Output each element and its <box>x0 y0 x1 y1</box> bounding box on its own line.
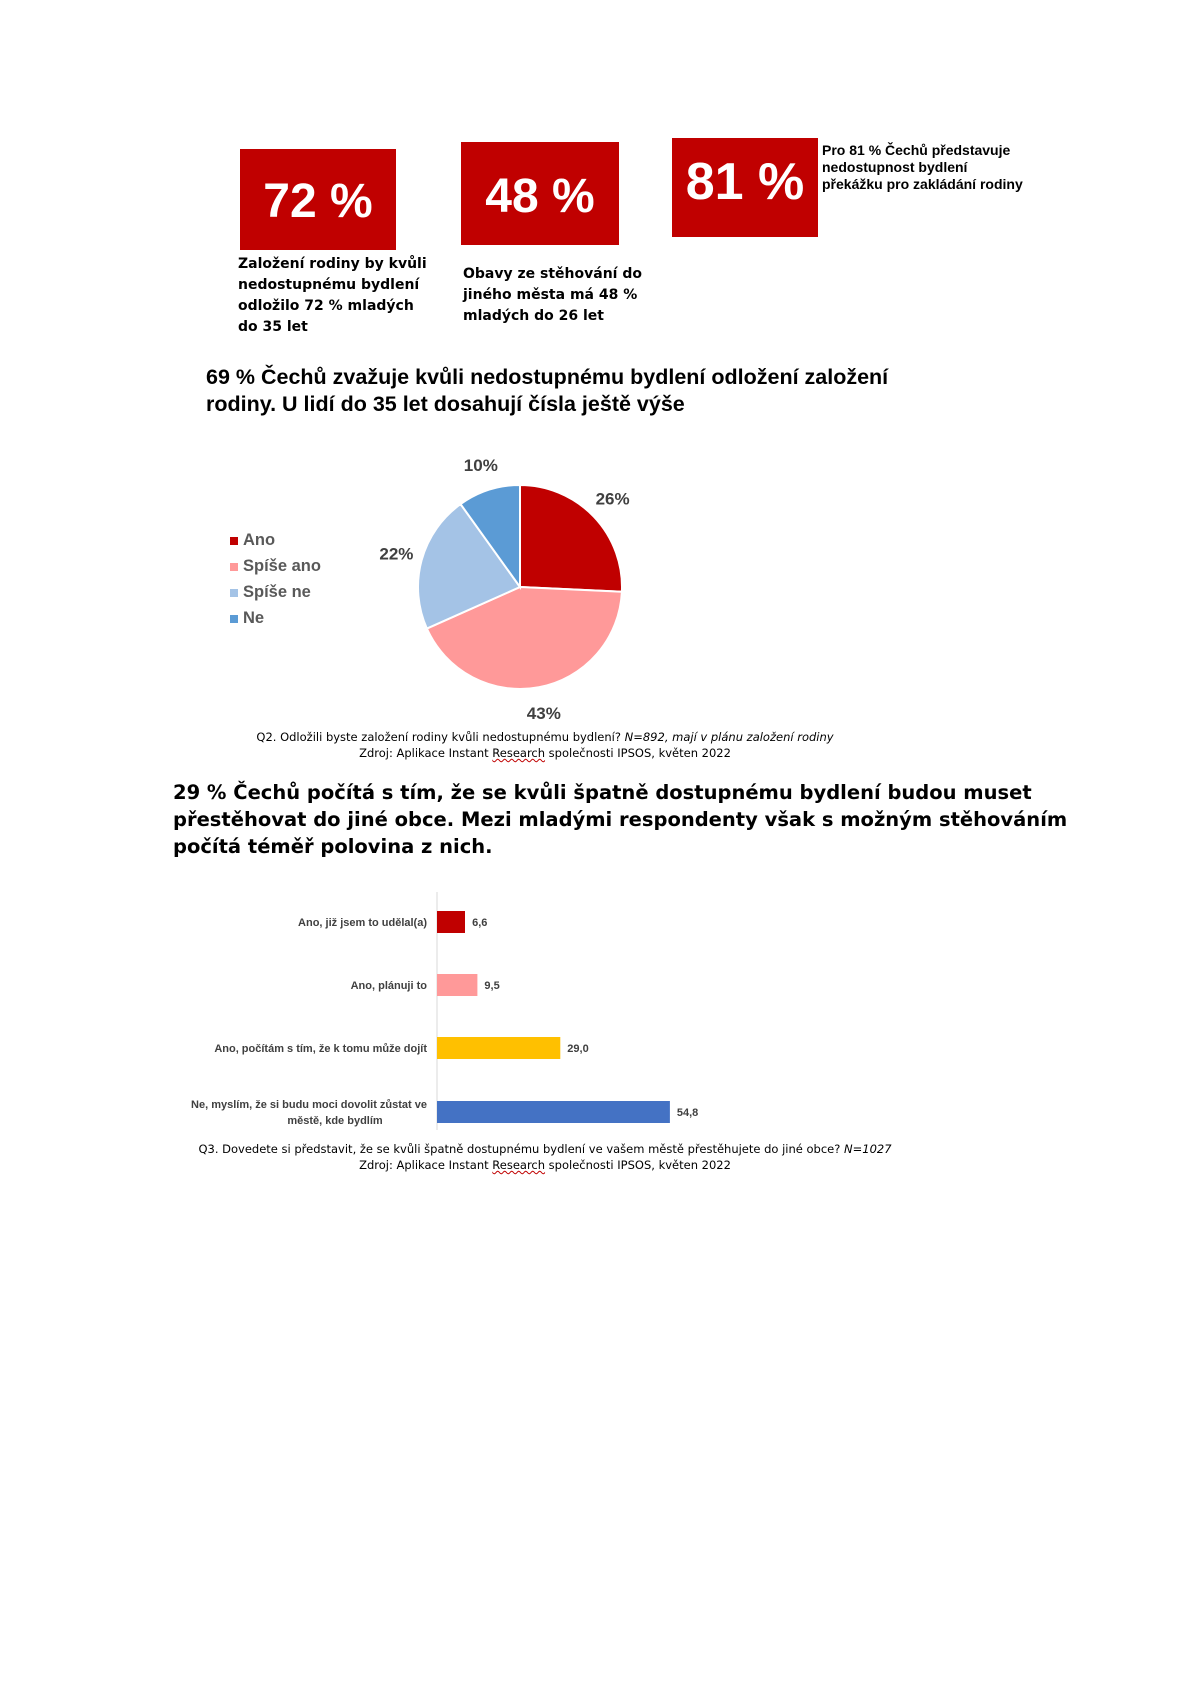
stat-value-3: 81 % <box>685 152 805 211</box>
stat-box-1 <box>240 149 396 250</box>
section1-heading-line: rodiny. U lidí do 35 let dosahují čísla ještě výše <box>206 392 685 416</box>
section2-question-sample: N=1027 <box>844 1142 892 1156</box>
stat-caption-2-line: Obavy ze stěhování do <box>463 266 642 282</box>
section2-heading-line: přestěhovat do jiné obce. Mezi mladými respondenty však s možným stěhováním <box>173 808 1068 831</box>
bar-data-label: 6,6 <box>472 917 488 929</box>
legend-label: Spíše ano <box>243 557 321 575</box>
stat-caption-3-line: Pro 81 % Čechů představuje <box>822 142 1011 158</box>
section2-source-pre: Zdroj: Aplikace Instant <box>359 1158 493 1172</box>
section1-question-text: Q2. Odložili byste založení rodiny kvůli nedostupnému bydlení? <box>256 730 625 744</box>
section1-note <box>150 729 940 761</box>
section1-source <box>150 745 940 761</box>
stat-value-2: 48 % <box>485 170 595 223</box>
stat-box-2 <box>461 142 619 245</box>
bar-category-label: Ne, myslím, že si budu moci dovolit zůstat ve <box>191 1099 427 1111</box>
legend-swatch <box>230 563 238 571</box>
section2-source <box>140 1157 950 1173</box>
legend-item <box>230 583 311 602</box>
section2-source-underlined: Research <box>492 1158 546 1172</box>
legend-item <box>230 609 264 628</box>
legend-item <box>230 531 275 550</box>
pie-data-label: 26% <box>595 489 630 509</box>
pie-data-label: 10% <box>463 456 498 476</box>
bar-category-label: Ano, počítám s tím, že k tomu může dojít <box>214 1043 427 1055</box>
section2-heading-line: počítá téměř polovina z nich. <box>173 835 493 858</box>
stat-caption-2 <box>463 264 642 327</box>
stat-caption-2-line: mladých do 26 let <box>463 308 604 324</box>
legend-label: Ne <box>243 609 265 627</box>
section1-source-post: společnosti IPSOS, květen 2022 <box>545 746 731 760</box>
legend-swatch <box>230 589 238 597</box>
pie-chart <box>360 450 680 720</box>
legend-label: Spíše ne <box>243 583 311 601</box>
stat-caption-3-line: nedostupnost bydlení <box>822 159 968 175</box>
legend-label: Ano <box>243 531 276 549</box>
bar-chart <box>160 880 780 1130</box>
section2-heading-line: 29 % Čechů počítá s tím, že se kvůli špatně dostupnému bydlení budou muset <box>173 781 1032 804</box>
stat-caption-1-line: Založení rodiny by kvůli <box>238 256 427 272</box>
bar <box>437 974 477 996</box>
stat-caption-3-line: překážku pro zakládání rodiny <box>822 176 1023 192</box>
section1-heading <box>206 364 888 418</box>
bar-category-label: městě, kde bydlím <box>287 1115 383 1127</box>
section2-source-post: společnosti IPSOS, květen 2022 <box>545 1158 731 1172</box>
bar-category-label: Ano, již jsem to udělal(a) <box>298 917 427 929</box>
section1-question-sample: N=892, mají v plánu založení rodiny <box>624 730 834 744</box>
pie-legend <box>230 531 350 641</box>
stat-caption-2-line: jiného města má 48 % <box>463 287 638 303</box>
section2-heading <box>173 779 1067 860</box>
section1-source-pre: Zdroj: Aplikace Instant <box>359 746 493 760</box>
section1-source-underlined: Research <box>492 746 546 760</box>
pie-data-label: 43% <box>526 703 561 720</box>
bar-data-label: 29,0 <box>567 1043 589 1055</box>
stat-caption-3 <box>822 142 1023 193</box>
section1-heading-line: 69 % Čechů zvažuje kvůli nedostupnému bydlení odložení založení <box>206 365 889 389</box>
bar-data-label: 9,5 <box>484 980 500 992</box>
section2-note <box>140 1141 950 1173</box>
section2-question-text: Q3. Dovedete si představit, že se kvůli špatně dostupnému bydlení ve vašem městě přestěhujete do jiné obce? <box>198 1142 845 1156</box>
section2-question <box>140 1141 950 1157</box>
legend-swatch <box>230 537 238 545</box>
stat-caption-1-line: odložilo 72 % mladých <box>238 298 414 314</box>
pie-data-label: 22% <box>379 544 414 564</box>
stat-caption-1-line: nedostupnému bydlení <box>238 277 420 293</box>
bar <box>437 1101 670 1123</box>
bar <box>437 911 465 933</box>
stat-caption-1-line: do 35 let <box>238 319 308 335</box>
legend-item <box>230 557 321 576</box>
stat-value-1: 72 % <box>263 175 373 228</box>
bar <box>437 1037 560 1059</box>
bar-data-label: 54,8 <box>676 1107 699 1119</box>
bar-category-label: Ano, plánuji to <box>350 980 427 992</box>
stat-box-3 <box>672 138 818 237</box>
section1-question <box>150 729 940 745</box>
stat-caption-1 <box>238 254 427 338</box>
legend-swatch <box>230 615 238 623</box>
